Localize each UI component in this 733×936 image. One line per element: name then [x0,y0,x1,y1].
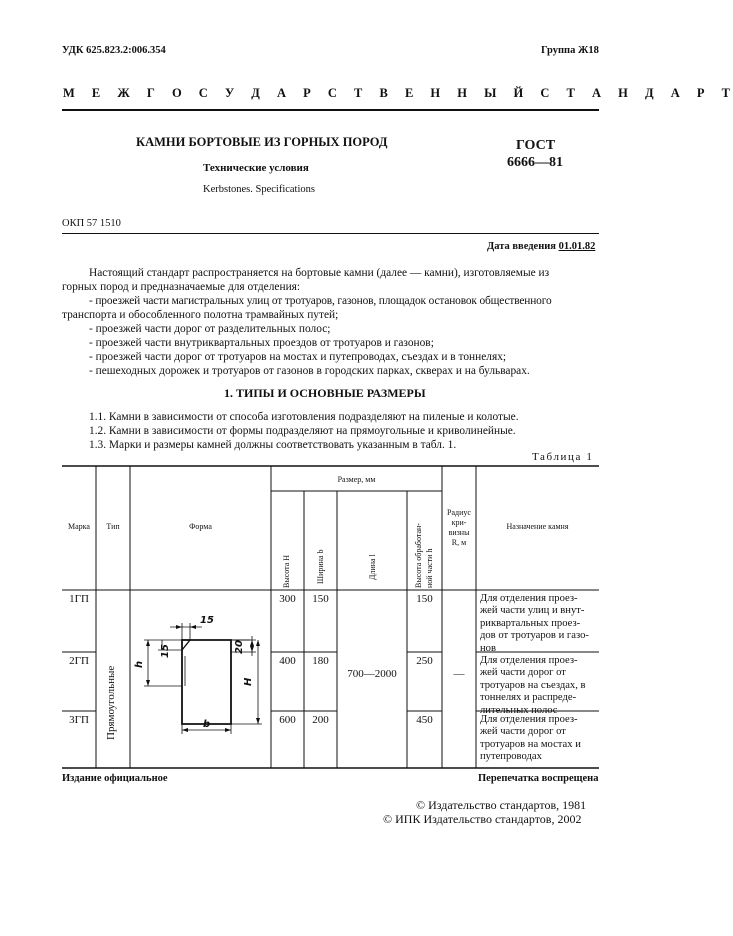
row-mark: 1ГП [69,593,89,605]
dim-15-left: 15 [160,644,171,658]
type-value: Прямоугольные [105,665,117,740]
purpose-line: лительных полос [480,704,558,716]
introduction-date-label: Дата введения [487,241,556,252]
purpose-line: жей части дорог от [480,667,566,679]
header-length: Длина l [368,554,377,580]
header-width: Ширина b [316,549,325,584]
header-processed-height-2: ной части h [425,548,434,588]
gost-number: 6666—81 [507,155,563,170]
intro-line: Настоящий стандарт распространяется на бортовые камни (далее — камни), изготовляемые из [89,267,550,279]
purpose-line: Для отделения проез- [480,714,578,725]
purpose-line: нов [480,642,496,654]
row-processed-height: 150 [416,593,433,605]
row-purpose [480,593,597,655]
purpose-line: дов от тротуаров и газо- [480,630,589,642]
purpose-line: жей части дорог от [480,726,566,738]
dim-15-top: 15 [200,615,214,626]
header-processed-height-1: Высота обработан- [414,523,423,588]
document-title: КАМНИ БОРТОВЫЕ ИЗ ГОРНЫХ ПОРОД [136,135,388,149]
intro-line: - проезжей части дорог от тротуаров на мостах и путепроводах, съездах и в тоннелях; [89,351,507,363]
row-width: 180 [312,655,329,667]
intro-line: - проезжей части внутриквартальных проездов от тротуаров и газонов; [89,337,434,349]
header-radius-line: визны [448,528,470,537]
purpose-line: тротуаров на съездах, в [480,679,586,691]
okp-code: ОКП 57 1510 [62,218,121,229]
length-value: 700—2000 [347,668,397,680]
row-width: 200 [312,714,329,726]
clause: 1.2. Камни в зависимости от формы подразделяют на прямоугольные и криволинейные. [89,425,516,437]
copyright-2002: © ИПК Издательство стандартов, 2002 [383,812,582,826]
intro-line: - проезжей части дорог от разделительных полос; [89,323,331,335]
table-caption: Таблица 1 [532,451,594,463]
purpose-line: тротуаров на мостах и [480,738,581,750]
clause: 1.3. Марки и размеры камней должны соответствовать указанным в табл. 1. [89,439,457,451]
row-purpose [480,655,597,717]
dim-H: H [243,677,254,686]
english-title: Kerbstones. Specifications [203,184,315,195]
interstate-standard-banner: М Е Ж Г О С У Д А Р С Т В Е Н Н Ы Й С Т А Н Д А Р Т [63,86,733,100]
intro-line: транспорта и обособленного полотна трамвайных путей; [62,309,339,321]
dim-h: h [134,660,145,668]
copyright-1981: © Издательство стандартов, 1981 [416,798,587,812]
purpose-line: путепроводах [480,751,542,763]
row-processed-height: 450 [416,714,433,726]
header-shape: Форма [189,522,212,531]
header-radius-line: Радиус [447,508,471,517]
header-type: Тип [106,522,120,531]
header-mark: Марка [68,522,90,531]
section-heading: 1. ТИПЫ И ОСНОВНЫЕ РАЗМЕРЫ [224,386,426,400]
document-subtitle: Технические условия [203,162,309,174]
udk-code: УДК 625.823.2:006.354 [62,45,166,56]
header-radius [442,508,476,548]
row-mark: 2ГП [69,655,89,667]
purpose-line: Для отделения проез- [480,655,578,666]
header-radius-line: кри- [451,518,467,527]
dim-b: b [203,719,211,730]
purpose-line: риквартальных проез- [480,617,581,629]
gost-label: ГОСТ [516,138,556,153]
row-width: 150 [312,593,329,605]
intro-line: - пешеходных дорожек и тротуаров от газонов в городских парках, скверах и на бульварах. [89,365,530,377]
clause: 1.1. Камни в зависимости от способа изготовления подразделяют на пиленые и колотые. [89,411,519,423]
header-size-group: Размер, мм [337,475,376,484]
kerbstone-section-drawing [130,600,271,740]
dim-20: 20 [234,640,245,654]
header-purpose: Назначение камня [506,522,569,531]
row-height: 400 [279,655,296,667]
intro-line: - проезжей части магистральных улиц от тротуаров, газонов, площадок остановок общественного [89,295,552,307]
purpose-line: Для отделения проез- [480,593,578,604]
row-height: 300 [279,593,296,605]
header-radius-line: R, м [451,538,467,547]
reprint-prohibited-label: Перепечатка воспрещена [478,773,599,784]
purpose-line: тоннелях и распреде- [480,692,577,704]
group-code: Группа Ж18 [541,45,599,56]
purpose-line: жей части улиц и внут- [480,605,585,617]
header-height: Высота H [282,554,291,588]
row-processed-height: 250 [416,655,433,667]
row-height: 600 [279,714,296,726]
intro-line: горных пород и предназначаемые для отделения: [62,281,301,293]
row-mark: 3ГП [69,714,89,726]
introduction-date-value: 01.01.82 [558,241,596,252]
official-edition-label: Издание официальное [62,773,168,784]
row-purpose [480,714,597,764]
radius-value: — [453,668,465,680]
